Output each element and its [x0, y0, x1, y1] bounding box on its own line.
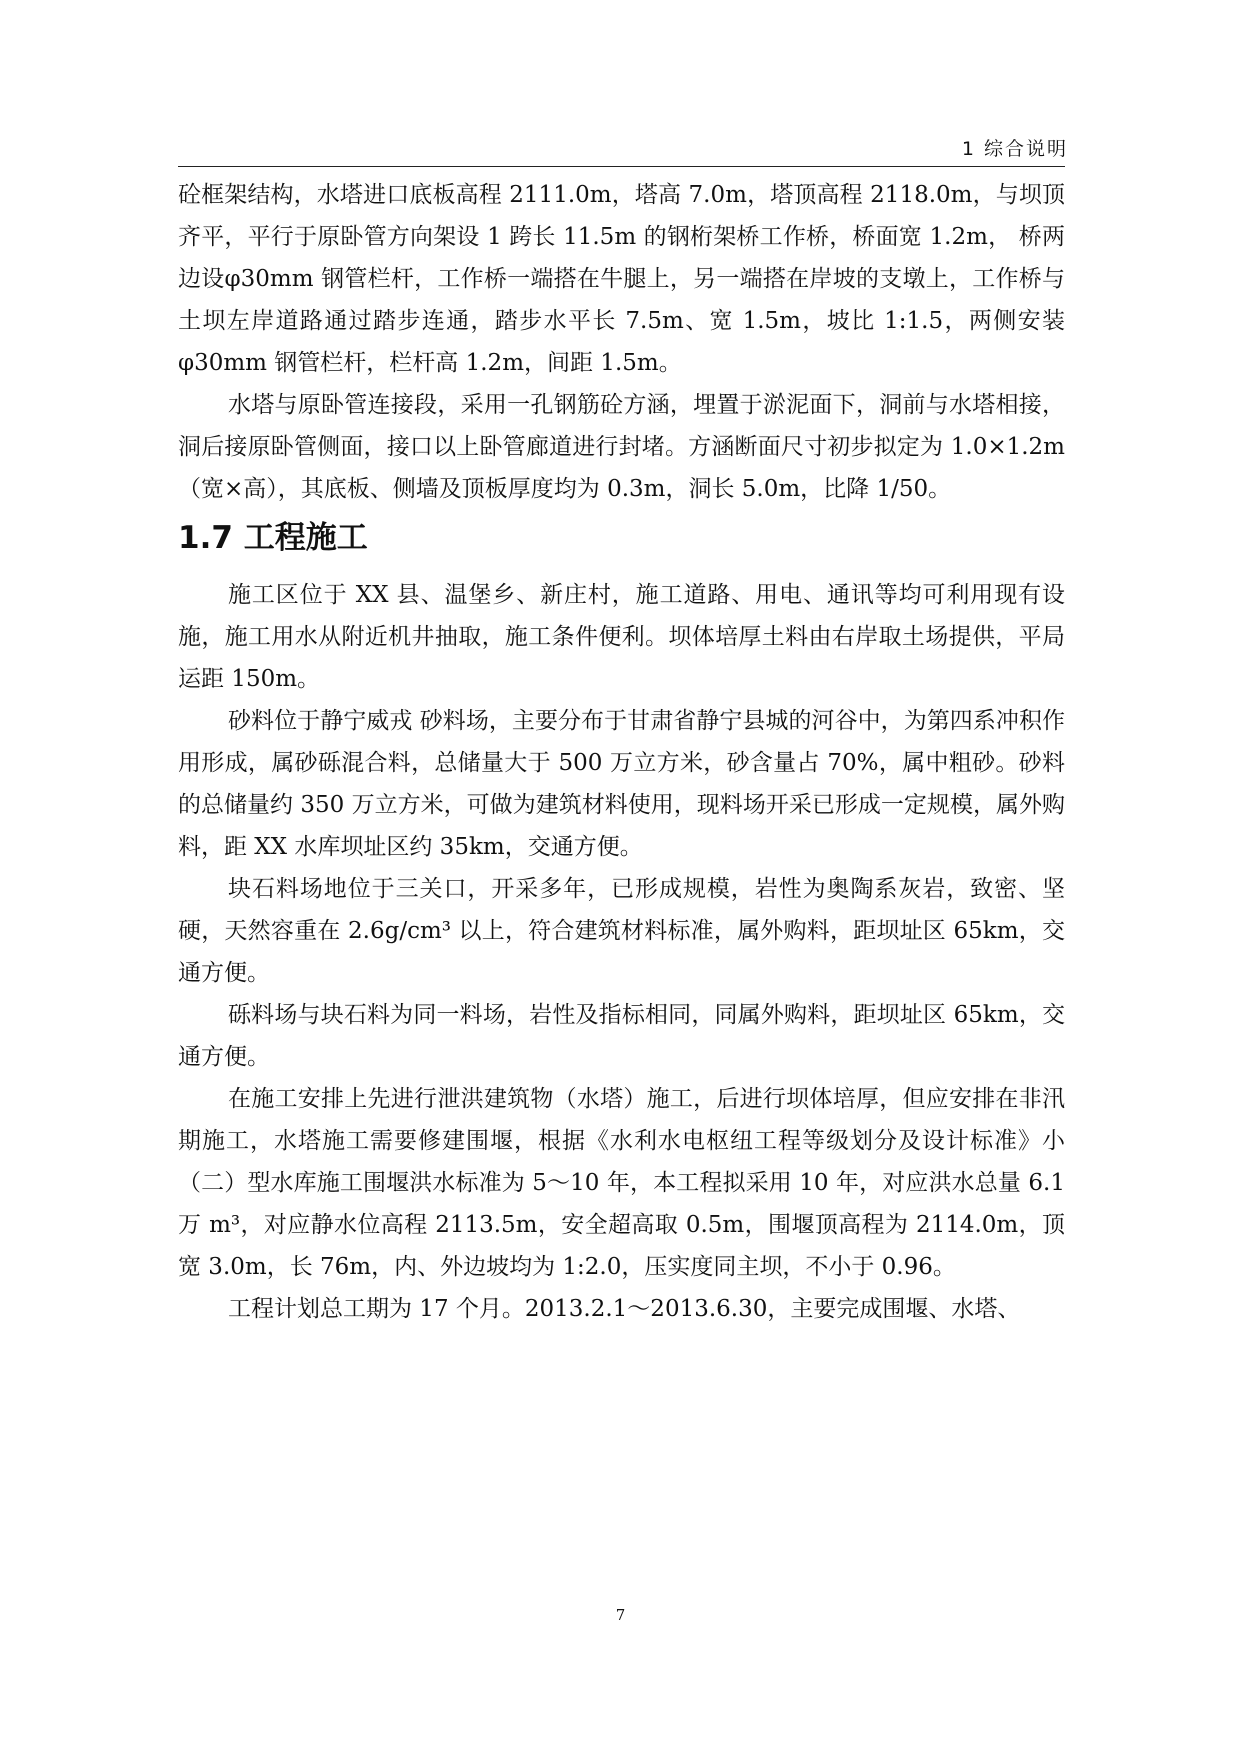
paragraph-sand-source: 砂料位于静宁威戎 砂料场，主要分布于甘肃省静宁县城的河谷中，为第四系冲积作用形成，属砂砾混合料，总储量大于 500 万立方米，砂含量占 70%，属中粗砂。砂料的总储量约 350 万立方米，可做为建筑材料使用，现料场开采已形成一定规模，属外购料，距 XX 水库坝址区约 35km，交通方便。 [178, 708, 1065, 860]
running-header: 1 综合说明 [961, 138, 1068, 160]
paragraph-schedule: 工程计划总工期为 17 个月。2013.2.1～2013.6.30，主要完成围堰、水塔、 [228, 1296, 1021, 1322]
paragraph-site-conditions: 施工区位于 XX 县、温堡乡、新庄村，施工道路、用电、通讯等均可利用现有设施，施工用水从附近机井抽取，施工条件便利。坝体培厚土料由右岸取土场提供，平局运距 150m。 [178, 582, 1065, 692]
page-number: 7 [615, 1606, 626, 1624]
paragraph-continued: 砼框架结构，水塔进口底板高程 2111.0m，塔高 7.0m，塔顶高程 2118.0m，与坝顶齐平，平行于原卧管方向架设 1 跨长 11.5m 的钢桁架桥工作桥，桥面宽 1.2m， 桥两边设φ30mm 钢管栏杆，工作桥一端搭在牛腿上，另一端搭在岸坡的支墩上，工作桥与土坝左岸道路通过踏步连通，踏步水平长 7.5m、宽 1.5m，坡比 1:1.5，两侧安装φ30mm 钢管栏杆，栏杆高 1.2m，间距 1.5m。 [178, 182, 1065, 376]
page-body [178, 174, 1065, 1330]
section-heading-construction: 1.7 工程施工 [178, 520, 368, 556]
header-divider [178, 166, 1065, 167]
paragraph-box-culvert: 水塔与原卧管连接段，采用一孔钢筋砼方涵，埋置于淤泥面下，洞前与水塔相接，洞后接原卧管侧面，接口以上卧管廊道进行封堵。方涵断面尺寸初步拟定为 1.0×1.2m（宽×高），其底板、侧墙及顶板厚度均为 0.3m，洞长 5.0m，比降 1/50。 [178, 392, 1065, 502]
paragraph-cofferdam: 在施工安排上先进行泄洪建筑物（水塔）施工，后进行坝体培厚，但应安排在非汛期施工，水塔施工需要修建围堰，根据《水利水电枢纽工程等级划分及设计标准》小（二）型水库施工围堰洪水标准为 5～10 年，本工程拟采用 10 年，对应洪水总量 6.1 万 m³，对应静水位高程 2113.5m，安全超高取 0.5m，围堰顶高程为 2114.0m，顶宽 3.0m，长 76m，内、外边坡均为 1:2.0，压实度同主坝，不小于 0.96。 [178, 1086, 1065, 1280]
paragraph-rock-source: 块石料场地位于三关口，开采多年，已形成规模，岩性为奥陶系灰岩，致密、坚硬，天然容重在 2.6g/cm³ 以上，符合建筑材料标准，属外购料，距坝址区 65km，交通方便。 [178, 876, 1065, 986]
paragraph-gravel-source: 砾料场与块石料为同一料场，岩性及指标相同，同属外购料，距坝址区 65km，交通方便。 [178, 1002, 1065, 1070]
